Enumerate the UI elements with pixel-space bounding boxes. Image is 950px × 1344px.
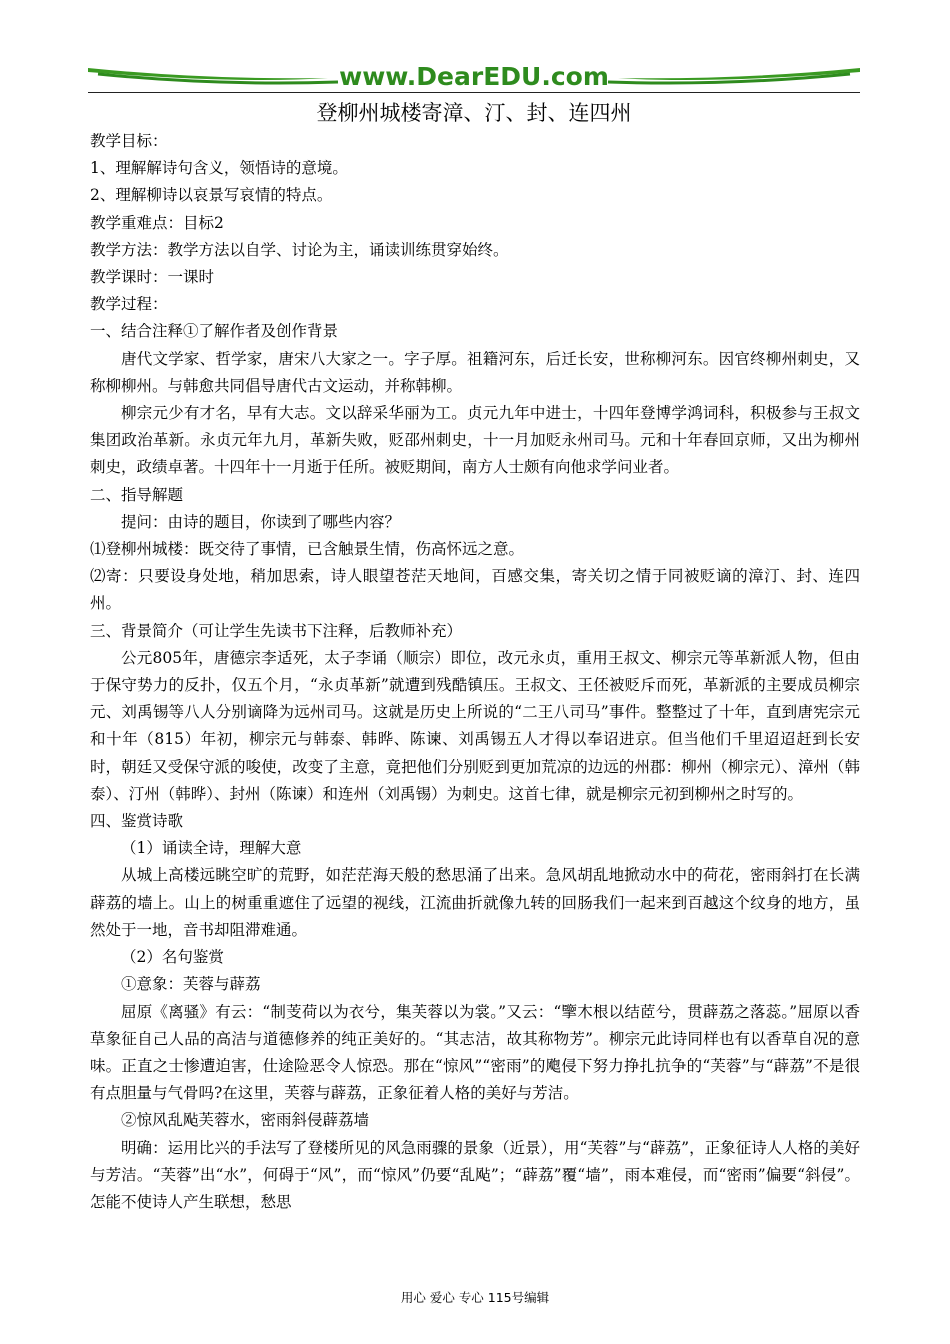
section-2-heading: 二、指导解题	[90, 485, 184, 504]
item-1-heading: ①意象：芙蓉与薜荔	[121, 975, 261, 994]
question-line: 提问：由诗的题目，你读到了哪些内容？	[121, 512, 401, 531]
site-logo-text: www.DearEDU.com	[339, 62, 609, 91]
header-divider	[88, 92, 860, 93]
section-1-heading: 一、结合注释①了解作者及创作背景	[90, 322, 339, 341]
line-objectives-heading: 教学目标：	[90, 132, 168, 150]
line-teaching-method: 教学方法：教学方法以自学、讨论为主，诵读训练贯穿始终。	[90, 240, 509, 259]
answer-2: ⑵寄：只要设身处地，稍加思索，诗人眼望苍茫天地间，百感交集，寄关切之情于同被贬谪的漳汀、封、连四州。	[90, 567, 860, 613]
line-process-heading: 教学过程：	[90, 295, 168, 314]
document-body	[90, 128, 860, 1216]
author-intro-paragraph: 唐代文学家、哲学家，唐宋八大家之一。字子厚。祖籍河东，后迁长安，世称柳河东。因官终柳州刺史，又称柳柳州。与韩愈共同倡导唐代古文运动，并称韩柳。	[90, 349, 860, 395]
line-class-hours: 教学课时：一课时	[90, 268, 215, 287]
line-key-points: 教学重难点：目标2	[90, 213, 224, 232]
item-2-heading: ②惊风乱飐芙蓉水，密雨斜侵薜荔墙	[121, 1111, 370, 1130]
line-objective-1: 1、理解解诗句含义，领悟诗的意境。	[90, 159, 348, 178]
answer-1: ⑴登柳州城楼：既交待了事情，已含触景生情，伤高怀远之意。	[90, 540, 525, 559]
section-3-heading: 三、背景简介（可让学生先读书下注释，后教师补充）	[90, 621, 463, 640]
document-title: 登柳州城楼寄漳、汀、封、连四州	[316, 101, 632, 125]
analysis-paragraph: 明确：运用比兴的手法写了登楼所见的风急雨骤的景象（近景），用“芙蓉”与“薜荔”，正象征诗人人格的美好与芳洁。“芙蓉”出“水”，何碍于“风”，而“惊风”仍要“乱飐”；“薜荔”覆“墙”，雨本难侵，而“密雨”偏要“斜侵”。怎能不使诗人产生联想，愁思	[90, 1138, 860, 1211]
site-header-banner	[88, 62, 860, 94]
poem-meaning-paragraph: 从城上高楼远眺空旷的荒野，如茫茫海天般的愁思涌了出来。急风胡乱地掀动水中的荷花，密雨斜打在长满薜荔的墙上。山上的树重重遮住了远望的视线，江流曲折就像九转的回肠我们一起来到百越这个纹身的地方，虽然处于一地，音书却阻滞难通。	[90, 866, 860, 939]
imagery-paragraph: 屈原《离骚》有云：“制芰荷以为衣兮，集芙蓉以为裳。”又云：“擥木根以结茝兮，贯薜荔之落蕊。”屈原以香草象征自己人品的高洁与道德修养的纯正美好的。“其志洁，故其称物芳”。柳宗元此诗同样也有以香草自况的意味。正直之士惨遭迫害，仕途险恶令人惊恐。那在“惊风”“密雨”的飑侵下努力挣扎抗争的“芙蓉”与“薜荔”不是很有点胆量与气骨吗?在这里，芙蓉与薜荔，正象征着人格的美好与芳洁。	[90, 1002, 860, 1103]
section-4-heading: 四、鉴赏诗歌	[90, 812, 184, 831]
background-paragraph: 公元805年，唐德宗李适死，太子李诵（顺宗）即位，改元永贞，重用王叔文、柳宗元等革新派人物，但由于保守势力的反扑，仅五个月，“永贞革新”就遭到残酷镇压。王叔文、王伾被贬斥而死，革新派的主要成员柳宗元、刘禹锡等八人分别谪降为远州司马。这就是历史上所说的“二王八司马”事件。整整过了十年，直到唐宪宗元和十年（815）年初，柳宗元与韩泰、韩晔、陈谏、刘禹锡五人才得以奉诏进京。但当他们千里迢迢赶到长安时，朝廷又受保守派的唆使，改变了主意，竟把他们分别贬到更加荒凉的边远的州郡：柳州（柳宗元）、漳州（韩泰）、汀州（韩晔）、封州（陈谏）和连州（刘禹锡）为刺史。这首七律，就是柳宗元初到柳州之时写的。	[90, 648, 860, 803]
page-footer: 用心 爱心 专心 115号编辑	[400, 1290, 550, 1305]
line-objective-2: 2、理解柳诗以哀景写哀情的特点。	[90, 186, 333, 205]
subsection-2-heading: （2）名句鉴赏	[121, 948, 224, 967]
author-bio-paragraph: 柳宗元少有才名，早有大志。文以辞采华丽为工。贞元九年中进士，十四年登博学鸿词科，积极参与王叔文集团政治革新。永贞元年九月，革新失败，贬邵州刺史，十一月加贬永州司马。元和十年春回京师，又出为柳州刺史，政绩卓著。十四年十一月逝于任所。被贬期间，南方人士颇有向他求学问业者。	[90, 404, 860, 477]
subsection-1-heading: （1）诵读全诗，理解大意	[121, 839, 302, 858]
